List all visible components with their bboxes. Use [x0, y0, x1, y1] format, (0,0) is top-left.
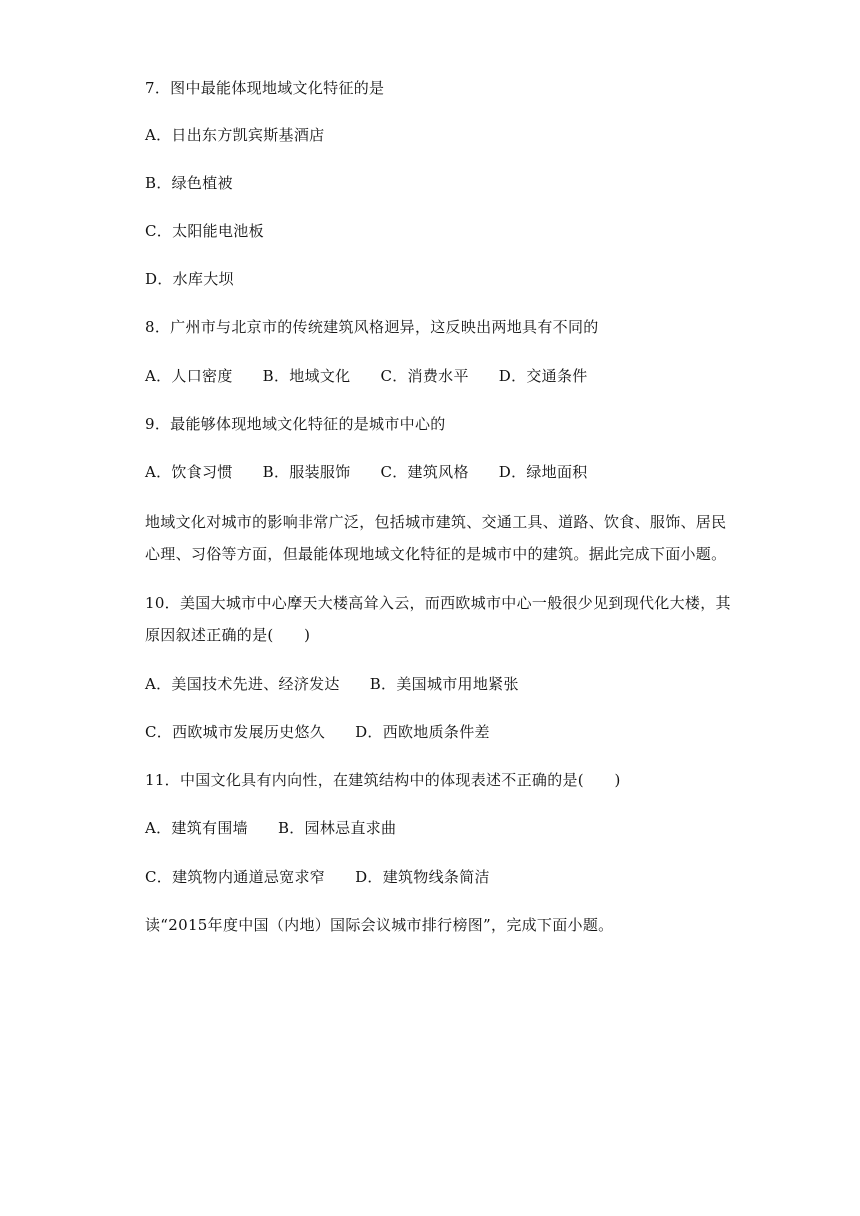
- q8-stem: 8．广州市与北京市的传统建筑风格迥异，这反映出两地具有不同的: [145, 318, 599, 336]
- q9-option-b: B．服装服饰: [262, 463, 351, 481]
- q9-option-a: A．饮食习惯: [145, 463, 233, 481]
- q11-options-row-1: [145, 818, 396, 838]
- intro-line-1: 地域文化对城市的影响非常广泛，包括城市建筑、交通工具、道路、饮食、服饰、居民: [145, 513, 727, 531]
- q8-options: [145, 366, 588, 386]
- closing-instruction: 读“2015年度中国（内地）国际会议城市排行榜图”，完成下面小题。: [145, 916, 614, 934]
- intro-line-2: 心理、习俗等方面，但最能体现地域文化特征的是城市中的建筑。据此完成下面小题。: [145, 545, 727, 563]
- q9-option-d: D．绿地面积: [498, 463, 588, 481]
- q11-option-a: A．建筑有围墙: [145, 819, 248, 837]
- q11-options-row-2: [145, 867, 490, 887]
- q8-option-d: D．交通条件: [498, 367, 588, 385]
- q7-option-c: C．太阳能电池板: [145, 222, 264, 240]
- q11-stem: 11．中国文化具有内向性，在建筑结构中的体现表述不正确的是( ): [145, 771, 621, 789]
- q7-stem: 7．图中最能体现地域文化特征的是: [145, 79, 385, 97]
- q10-option-d: D．西欧地质条件差: [355, 723, 490, 741]
- q8-option-b: B．地域文化: [262, 367, 351, 385]
- q8-option-a: A．人口密度: [145, 367, 233, 385]
- q10-option-a: A．美国技术先进、经济发达: [145, 675, 340, 693]
- q10-stem-line-1: 10．美国大城市中心摩天大楼高耸入云，而西欧城市中心一般很少见到现代化大楼，其: [145, 594, 731, 612]
- q7-option-b: B．绿色植被: [145, 174, 233, 192]
- q11-option-b: B．园林忌直求曲: [277, 819, 397, 837]
- q10-option-b: B．美国城市用地紧张: [369, 675, 519, 693]
- q10-options-row-2: [145, 722, 490, 742]
- q7-option-a: A．日出东方凯宾斯基酒店: [145, 126, 325, 144]
- q10-options-row-1: [145, 674, 519, 694]
- q9-options: [145, 462, 588, 482]
- q11-option-c: C．建筑物内通道忌宽求窄: [145, 868, 326, 886]
- q10-stem-line-2: 原因叙述正确的是( ): [145, 626, 311, 644]
- q8-option-c: C．消费水平: [380, 367, 469, 385]
- q10-option-c: C．西欧城市发展历史悠久: [145, 723, 326, 741]
- q9-stem: 9．最能够体现地域文化特征的是城市中心的: [145, 415, 446, 433]
- q9-option-c: C．建筑风格: [380, 463, 469, 481]
- q11-option-d: D．建筑物线条简洁: [355, 868, 490, 886]
- q7-option-d: D．水库大坝: [145, 270, 234, 288]
